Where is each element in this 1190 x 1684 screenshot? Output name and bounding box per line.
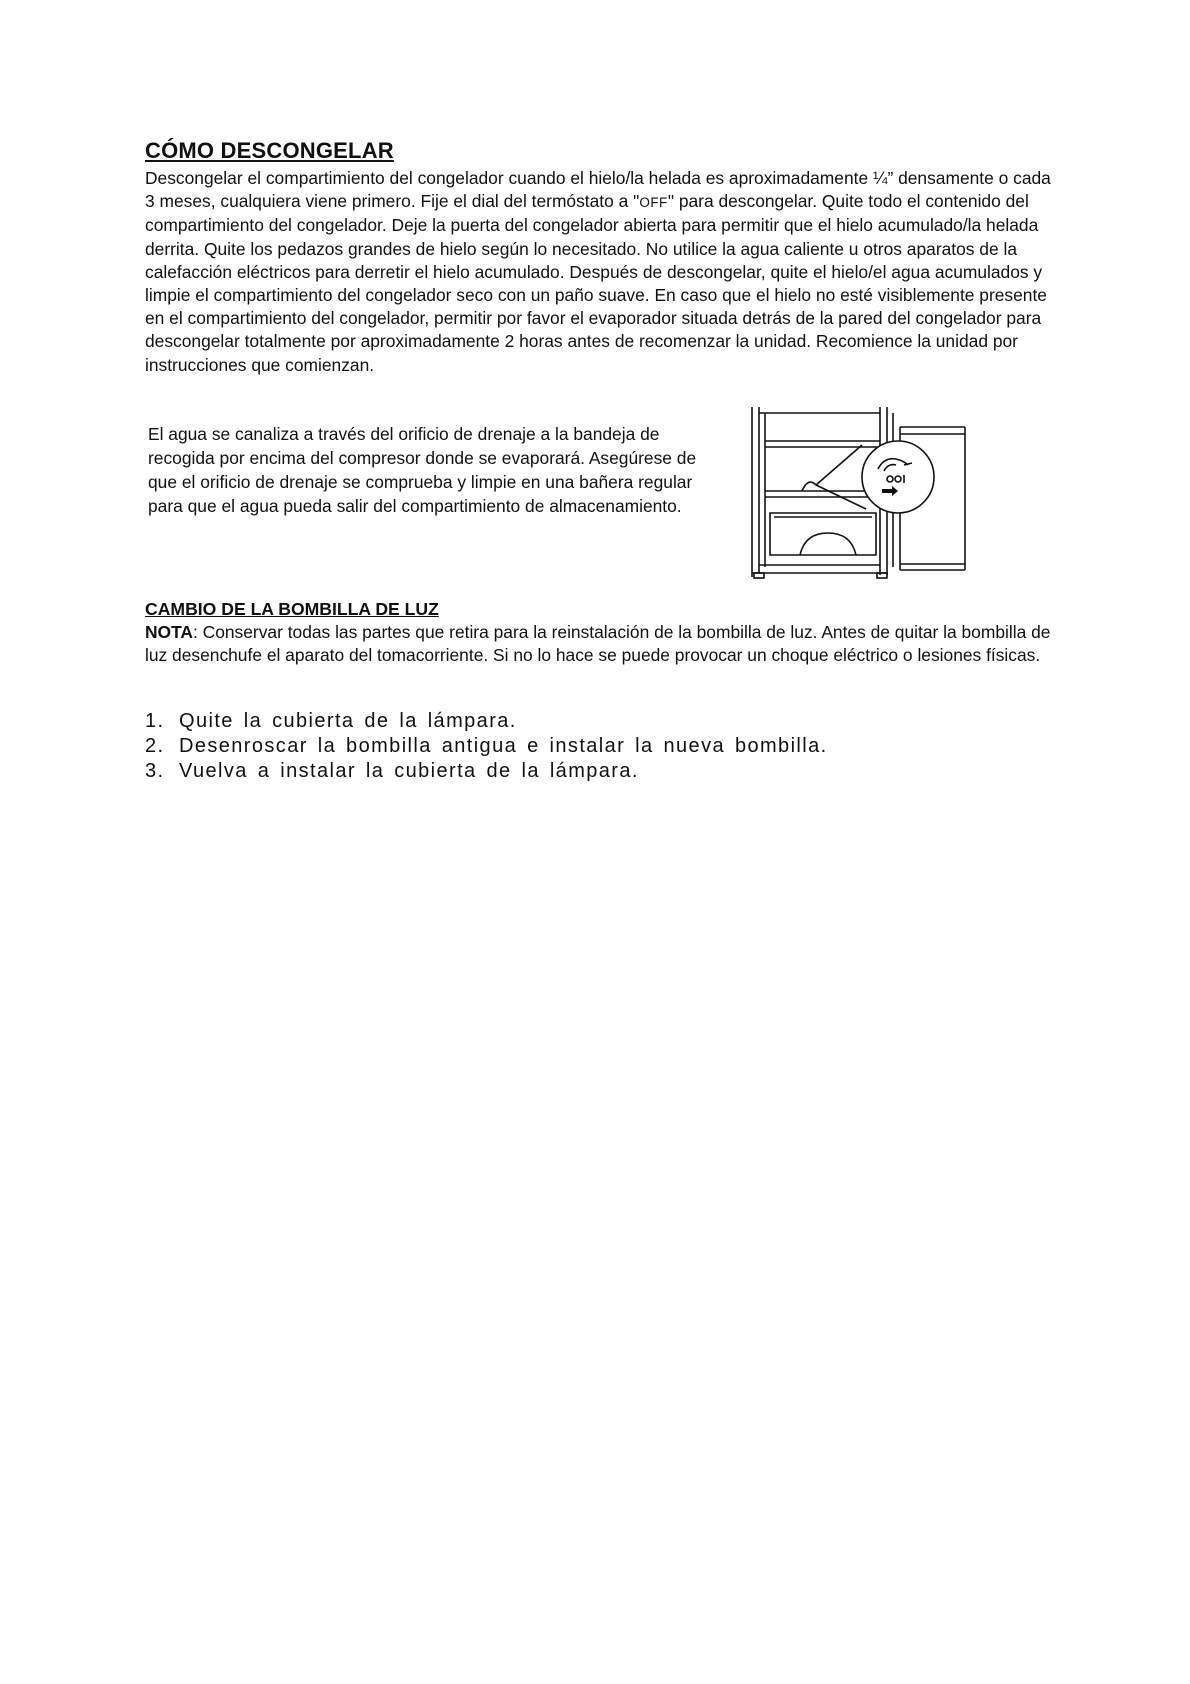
defrost-paragraph [145,167,1065,377]
bulb-title: CAMBIO DE LA BOMBILLA DE LUZ [145,599,439,619]
defrost-text-part2: " para descongelar. Quite todo el contenido del compartimiento del congelador. Deje la puerta del congelador abierta para permitir que el hielo acumulado/la helada derrita. Quite los pedazos grandes de hielo según lo necesitado. No utilice la agua caliente u otros aparatos de la calefacción eléctricos para derretir el hielo acumulado. Después de descongelar, quite el hielo/el agua acumulados y limpie el compartimiento del congelador seco con un paño suave. En caso que el hielo no esté visiblemente presente en el compartimiento del congelador, permitir por favor el evaporador situada detrás de la pared del congelador para descongelar totalmente por aproximadamente 2 horas antes de recomenzar la unidad. Recomience la unidad por instrucciones que comienzan. [145,191,1047,375]
step-item [145,734,828,759]
step-number: 1. [145,710,165,732]
off-label: OFF [639,195,668,211]
step-text: Vuelva a instalar la cubierta de la lámpara. [179,760,639,782]
bulb-steps-list [145,709,828,784]
note-label: NOTA [145,622,193,642]
step-item [145,709,828,734]
drain-paragraph: El agua se canaliza a través del orificio de drenaje a la bandeja de recogida por encima del compresor donde se evaporará. Asegúrese de que el orificio de drenaje se comprueba y limpie en una bañera regular para que el agua pueda salir del compartimiento de almacenamiento. [148,424,697,516]
note-text: : Conservar todas las partes que retira para la reinstalación de la bombilla de luz. Antes de quitar la bombilla de luz desenchufe el aparato del tomacorriente. Si no lo hace se puede provocar un choque eléctrico o lesiones físicas. [145,622,1051,666]
step-text: Quite la cubierta de la lámpara. [179,710,517,732]
defrost-text-part1: Descongelar el compartimiento del congelador cuando el hielo/la helada es aproximadamente ¼” densamente o cada 3 meses, cualquiera viene primero. Fije el dial del termóstato a " [145,168,1051,212]
drain-hole-illustration [750,405,970,585]
step-number: 3. [145,760,165,782]
step-number: 2. [145,735,165,757]
step-item [145,759,828,784]
note-paragraph [145,621,1065,667]
step-text: Desenroscar la bombilla antigua e instalar la nueva bombilla. [179,735,828,757]
defrost-title: CÓMO DESCONGELAR [145,138,394,163]
